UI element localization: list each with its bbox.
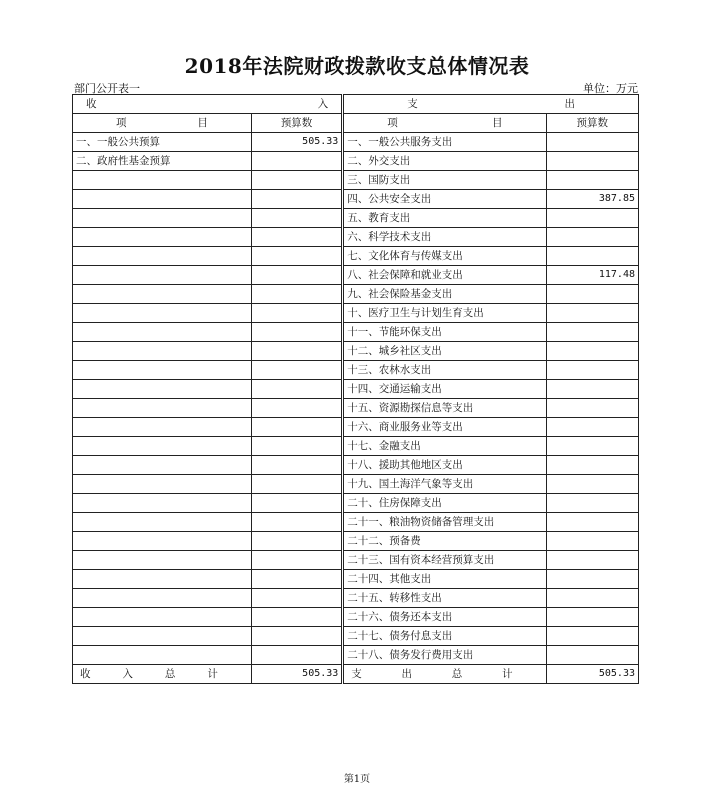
income-item	[73, 228, 252, 247]
income-item	[73, 627, 252, 646]
income-value	[251, 437, 342, 456]
expense-item: 十、医疗卫生与计划生育支出	[343, 304, 546, 323]
expense-value	[546, 152, 638, 171]
income-total-label-char: 计	[207, 668, 218, 680]
income-item	[73, 380, 252, 399]
income-value	[251, 608, 342, 627]
income-item	[73, 589, 252, 608]
budget-table	[72, 94, 639, 684]
expense-item: 二十四、其他支出	[343, 570, 546, 589]
page-number: 第1页	[343, 774, 371, 785]
table-row	[73, 608, 639, 627]
unit-label: 单位：万元	[583, 82, 638, 95]
income-value	[251, 152, 342, 171]
income-value	[251, 342, 342, 361]
income-value	[251, 228, 342, 247]
expense-value	[546, 133, 638, 152]
expense-value	[546, 209, 638, 228]
income-value	[251, 399, 342, 418]
table-row	[73, 171, 639, 190]
expense-value	[546, 399, 638, 418]
expense-item: 五、教育支出	[343, 209, 546, 228]
table-row	[73, 437, 639, 456]
income-total-value: 505.33	[251, 665, 342, 684]
income-value	[251, 247, 342, 266]
table-row	[73, 418, 639, 437]
income-value	[251, 190, 342, 209]
expense-item: 十四、交通运输支出	[343, 380, 546, 399]
income-item	[73, 247, 252, 266]
expense-value	[546, 456, 638, 475]
income-value	[251, 589, 342, 608]
expense-item: 十七、金融支出	[343, 437, 546, 456]
expense-item: 三、国防支出	[343, 171, 546, 190]
table-row	[73, 475, 639, 494]
expense-item: 二十二、预备费	[343, 532, 546, 551]
income-value	[251, 171, 342, 190]
income-value	[251, 209, 342, 228]
expense-value: 387.85	[546, 190, 638, 209]
income-item	[73, 475, 252, 494]
expense-item-header	[343, 114, 546, 133]
expense-item: 七、文化体育与传媒支出	[343, 247, 546, 266]
expense-item: 八、社会保障和就业支出	[343, 266, 546, 285]
income-total-label-char: 入	[122, 668, 133, 680]
header-section-row	[73, 95, 639, 114]
expense-item: 二十、住房保障支出	[343, 494, 546, 513]
expense-item: 九、社会保险基金支出	[343, 285, 546, 304]
expense-item: 四、公共安全支出	[343, 190, 546, 209]
table-row	[73, 342, 639, 361]
expense-item: 十八、援助其他地区支出	[343, 456, 546, 475]
expense-value	[546, 361, 638, 380]
table-row	[73, 589, 639, 608]
income-item-header	[73, 114, 252, 133]
expense-value	[546, 570, 638, 589]
expense-item: 十三、农林水支出	[343, 361, 546, 380]
income-value	[251, 285, 342, 304]
expense-value	[546, 342, 638, 361]
expense-value	[546, 646, 638, 665]
income-value	[251, 266, 342, 285]
expense-item: 六、科学技术支出	[343, 228, 546, 247]
income-value	[251, 627, 342, 646]
income-item	[73, 608, 252, 627]
income-total-label-char: 收	[80, 668, 91, 680]
income-total-label-char: 总	[164, 668, 176, 680]
income-value	[251, 551, 342, 570]
table-row	[73, 285, 639, 304]
expense-item: 二十三、国有资本经营预算支出	[343, 551, 546, 570]
expense-total-label-char: 支	[351, 668, 362, 680]
expense-item: 一、一般公共服务支出	[343, 133, 546, 152]
income-item	[73, 209, 252, 228]
expense-header-left: 支	[407, 98, 418, 110]
income-value	[251, 494, 342, 513]
table-row	[73, 133, 639, 152]
income-item	[73, 570, 252, 589]
expense-item: 十六、商业服务业等支出	[343, 418, 546, 437]
income-total-label	[73, 665, 252, 684]
expense-total-label-char: 计	[502, 668, 513, 680]
expense-value	[546, 475, 638, 494]
income-item	[73, 418, 252, 437]
expense-item: 十五、资源勘探信息等支出	[343, 399, 546, 418]
income-item	[73, 323, 252, 342]
expense-item: 二十五、转移性支出	[343, 589, 546, 608]
table-row	[73, 570, 639, 589]
department-label: 部门公开表一	[74, 82, 140, 95]
income-item	[73, 494, 252, 513]
table-row	[73, 646, 639, 665]
item-header-char-a: 项	[116, 117, 127, 129]
income-value	[251, 456, 342, 475]
table-row	[73, 513, 639, 532]
income-value	[251, 513, 342, 532]
expense-budget-header: 预算数	[546, 114, 638, 133]
expense-value	[546, 494, 638, 513]
income-value: 505.33	[251, 133, 342, 152]
income-item	[73, 513, 252, 532]
income-item	[73, 285, 252, 304]
income-value	[251, 323, 342, 342]
table-row	[73, 399, 639, 418]
item-header-char-b: 目	[197, 117, 208, 129]
expense-item: 二十七、债务付息支出	[343, 627, 546, 646]
income-value	[251, 475, 342, 494]
income-budget-header: 预算数	[251, 114, 342, 133]
expense-value	[546, 532, 638, 551]
income-value	[251, 418, 342, 437]
table-row	[73, 152, 639, 171]
expense-value	[546, 418, 638, 437]
table-row	[73, 627, 639, 646]
income-item	[73, 456, 252, 475]
expense-value	[546, 323, 638, 342]
expense-header	[343, 95, 639, 114]
table-row	[73, 304, 639, 323]
header-column-row	[73, 114, 639, 133]
expense-value	[546, 627, 638, 646]
expense-item: 二、外交支出	[343, 152, 546, 171]
expense-header-right: 出	[564, 98, 575, 110]
income-item	[73, 551, 252, 570]
expense-value	[546, 247, 638, 266]
table-row	[73, 323, 639, 342]
expense-total-value: 505.33	[546, 665, 638, 684]
table-row	[73, 247, 639, 266]
table-row	[73, 380, 639, 399]
income-item	[73, 304, 252, 323]
expense-total-label-char: 出	[401, 668, 413, 680]
income-item	[73, 190, 252, 209]
table-row	[73, 551, 639, 570]
expense-value	[546, 171, 638, 190]
expense-value	[546, 304, 638, 323]
expense-item: 十二、城乡社区支出	[343, 342, 546, 361]
income-item	[73, 646, 252, 665]
income-value	[251, 570, 342, 589]
expense-value	[546, 437, 638, 456]
income-header	[73, 95, 343, 114]
table-row	[73, 532, 639, 551]
income-item	[73, 399, 252, 418]
income-item	[73, 361, 252, 380]
expense-value	[546, 228, 638, 247]
table-row	[73, 209, 639, 228]
table-row	[73, 266, 639, 285]
expense-value	[546, 551, 638, 570]
income-value	[251, 532, 342, 551]
report-title: 2018年法院财政拨款收支总体情况表	[184, 54, 530, 78]
income-item	[73, 532, 252, 551]
expense-value	[546, 608, 638, 627]
expense-value	[546, 589, 638, 608]
expense-total-label	[343, 665, 546, 684]
expense-item: 二十八、债务发行费用支出	[343, 646, 546, 665]
expense-value: 117.48	[546, 266, 638, 285]
table-row	[73, 494, 639, 513]
income-value	[251, 380, 342, 399]
totals-row	[73, 665, 639, 684]
expense-item: 二十六、债务还本支出	[343, 608, 546, 627]
expense-value	[546, 380, 638, 399]
expense-item: 二十一、粮油物资储备管理支出	[343, 513, 546, 532]
expense-item: 十九、国土海洋气象等支出	[343, 475, 546, 494]
table-row	[73, 361, 639, 380]
expense-item: 十一、节能环保支出	[343, 323, 546, 342]
income-item: 二、政府性基金预算	[73, 152, 252, 171]
income-value	[251, 646, 342, 665]
income-item: 一、一般公共预算	[73, 133, 252, 152]
income-value	[251, 304, 342, 323]
income-header-left: 收	[86, 98, 97, 110]
expense-total-label-char: 总	[451, 668, 463, 680]
table-row	[73, 456, 639, 475]
item-header-char-a: 项	[387, 117, 398, 129]
table-row	[73, 190, 639, 209]
income-item	[73, 342, 252, 361]
income-item	[73, 266, 252, 285]
expense-value	[546, 513, 638, 532]
income-item	[73, 437, 252, 456]
income-value	[251, 361, 342, 380]
income-header-right: 入	[317, 98, 329, 110]
item-header-char-b: 目	[492, 117, 503, 129]
expense-value	[546, 285, 638, 304]
table-row	[73, 228, 639, 247]
income-item	[73, 171, 252, 190]
